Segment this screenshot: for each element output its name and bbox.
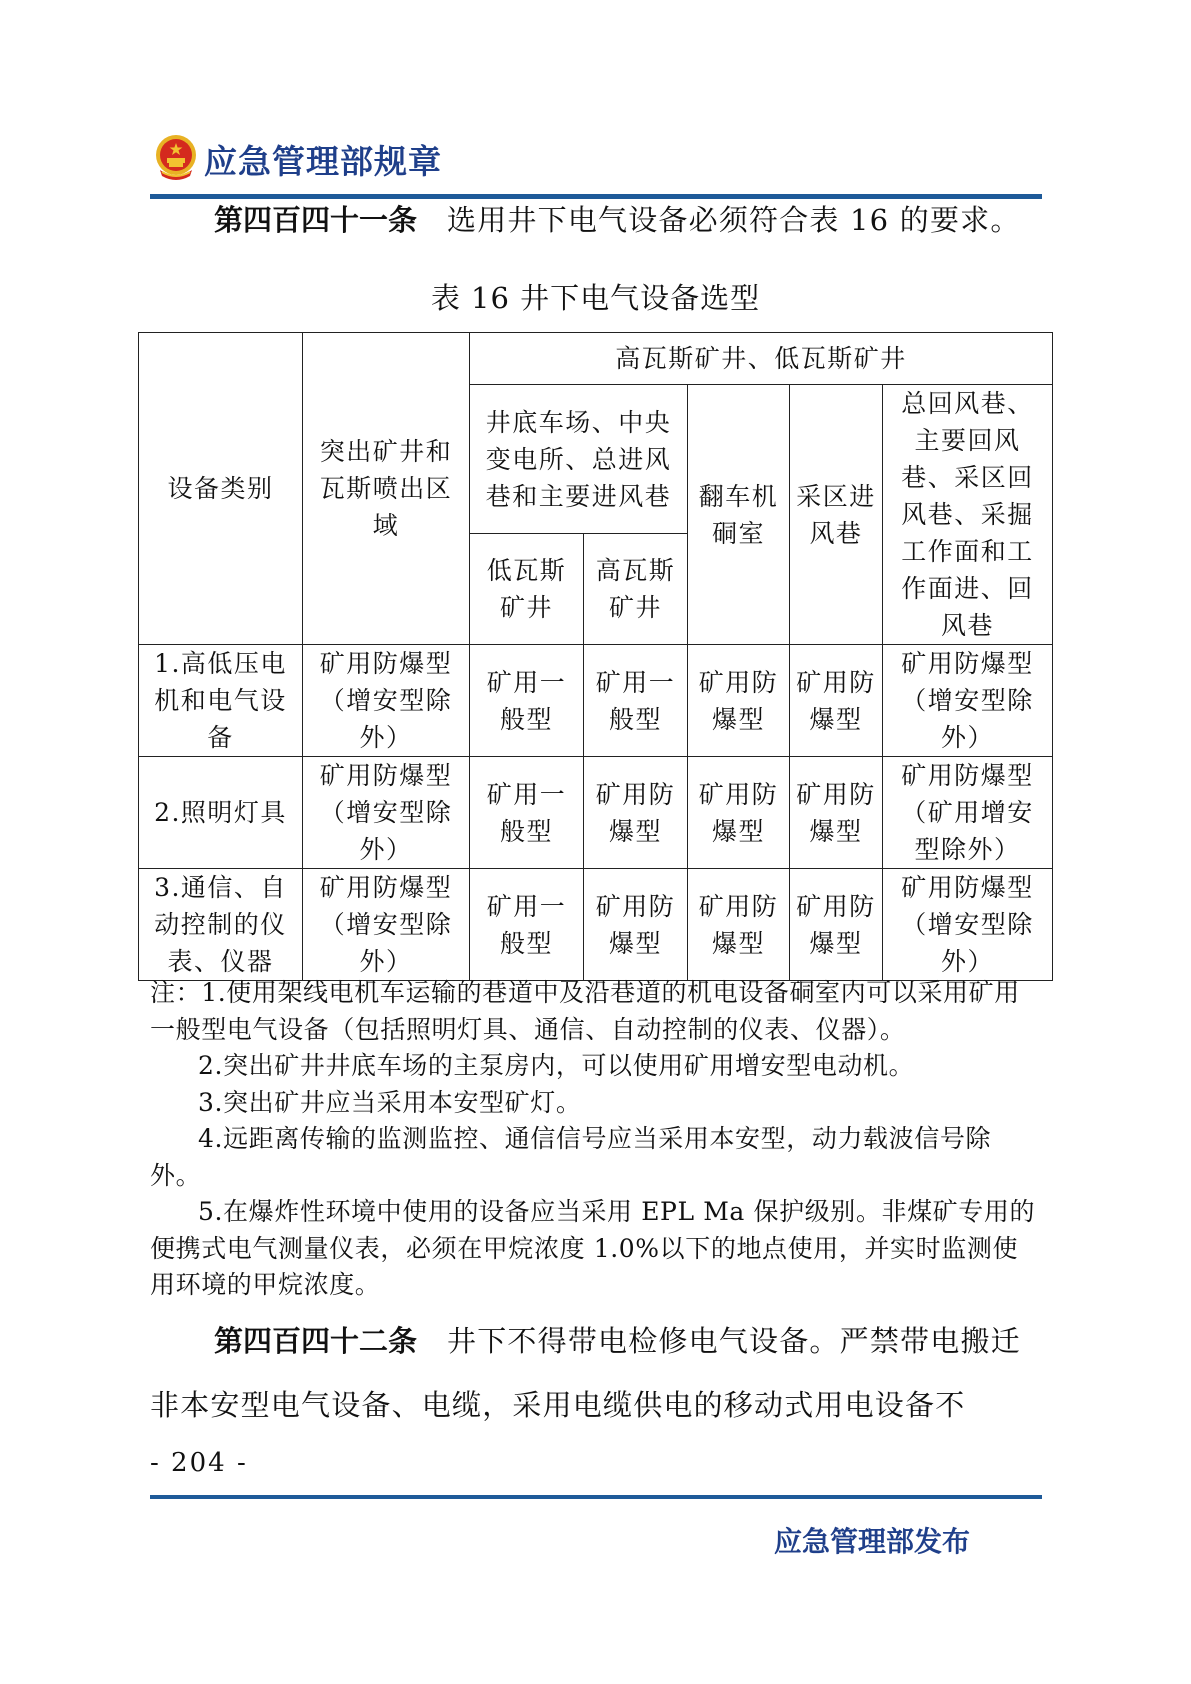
cell-tipper: 矿用防爆型 [688,869,790,981]
cell-low-gas: 矿用一般型 [470,645,584,757]
footer-rule [150,1495,1042,1499]
cell-high-gas: 矿用防爆型 [584,757,688,869]
note-5: 5.在爆炸性环境中使用的设备应当采用 EPL Ma 保护级别。非煤矿专用的便携式电气测量仪表，必须在甲烷浓度 1.0%以下的地点使用，并实时监测使用环境的甲烷浓度。 [150,1197,1036,1299]
cell-return: 矿用防爆型（增安型除外） [883,645,1053,757]
table-notes [150,975,1042,1304]
cell-category: 2.照明灯具 [139,757,303,869]
article-441 [150,188,1042,252]
header-shaft-bottom: 井底车场、中央变电所、总进风巷和主要进风巷 [470,385,688,534]
article-text: 井下不得带电检修电气设备。严禁带电搬迁非本安型电气设备、电缆，采用电缆供电的移动式用电设备不 [150,1324,1021,1422]
note-1: 注：1.使用架线电机车运输的巷道中及沿巷道的机电设备硐室内可以采用矿用一般型电气设备（包括照明灯具、通信、自动控制的仪表、仪器）。 [150,978,1020,1044]
footer-publisher: 应急管理部发布 [774,1525,971,1558]
header-high-gas: 高瓦斯矿井 [584,534,688,645]
article-text: 选用井下电气设备必须符合表 16 的要求。 [447,203,1021,237]
note-4: 4.远距离传输的监测监控、通信信号应当采用本安型，动力载波信号除外。 [150,1124,992,1190]
header-low-gas: 低瓦斯矿井 [470,534,584,645]
cell-tipper: 矿用防爆型 [688,645,790,757]
header-panel-intake: 采区进风巷 [790,385,883,645]
cell-high-gas: 矿用防爆型 [584,869,688,981]
cell-category: 3.通信、自动控制的仪表、仪器 [139,869,303,981]
cell-panel-intake: 矿用防爆型 [790,869,883,981]
table-row [139,757,1053,869]
article-number: 第四百四十二条 [214,1324,418,1358]
note-3: 3.突出矿井应当采用本安型矿灯。 [198,1087,582,1117]
header-group: 高瓦斯矿井、低瓦斯矿井 [470,333,1053,385]
table-caption: 表 16 井下电气设备选型 [430,281,761,315]
header-tipper: 翻车机硐室 [688,385,790,645]
cell-tipper: 矿用防爆型 [688,757,790,869]
cell-panel-intake: 矿用防爆型 [790,645,883,757]
cell-low-gas: 矿用一般型 [470,757,584,869]
cell-high-gas: 矿用一般型 [584,645,688,757]
equipment-selection-table [138,332,1053,981]
cell-category: 1.高低压电机和电气设备 [139,645,303,757]
header-return: 总回风巷、主要回风巷、采区回风巷、采掘工作面和工作面进、回风巷 [883,385,1053,645]
cell-return: 矿用防爆型（矿用增安型除外） [883,757,1053,869]
header-category: 设备类别 [139,333,303,645]
cell-outburst: 矿用防爆型（增安型除外） [303,869,470,981]
table-row [139,645,1053,757]
cell-outburst: 矿用防爆型（增安型除外） [303,645,470,757]
cell-panel-intake: 矿用防爆型 [790,757,883,869]
table-row [139,869,1053,981]
article-number: 第四百四十一条 [214,203,418,237]
header-outburst: 突出矿井和瓦斯喷出区域 [303,333,470,645]
cell-return: 矿用防爆型（增安型除外） [883,869,1053,981]
note-2: 2.突出矿井井底车场的主泵房内，可以使用矿用增安型电动机。 [198,1051,915,1080]
article-442 [150,1309,1042,1437]
cell-outburst: 矿用防爆型（增安型除外） [303,757,470,869]
national-emblem-icon [154,134,198,180]
cell-low-gas: 矿用一般型 [470,869,584,981]
page-number: - 204 - [150,1448,248,1478]
header-title: 应急管理部规章 [204,142,442,181]
